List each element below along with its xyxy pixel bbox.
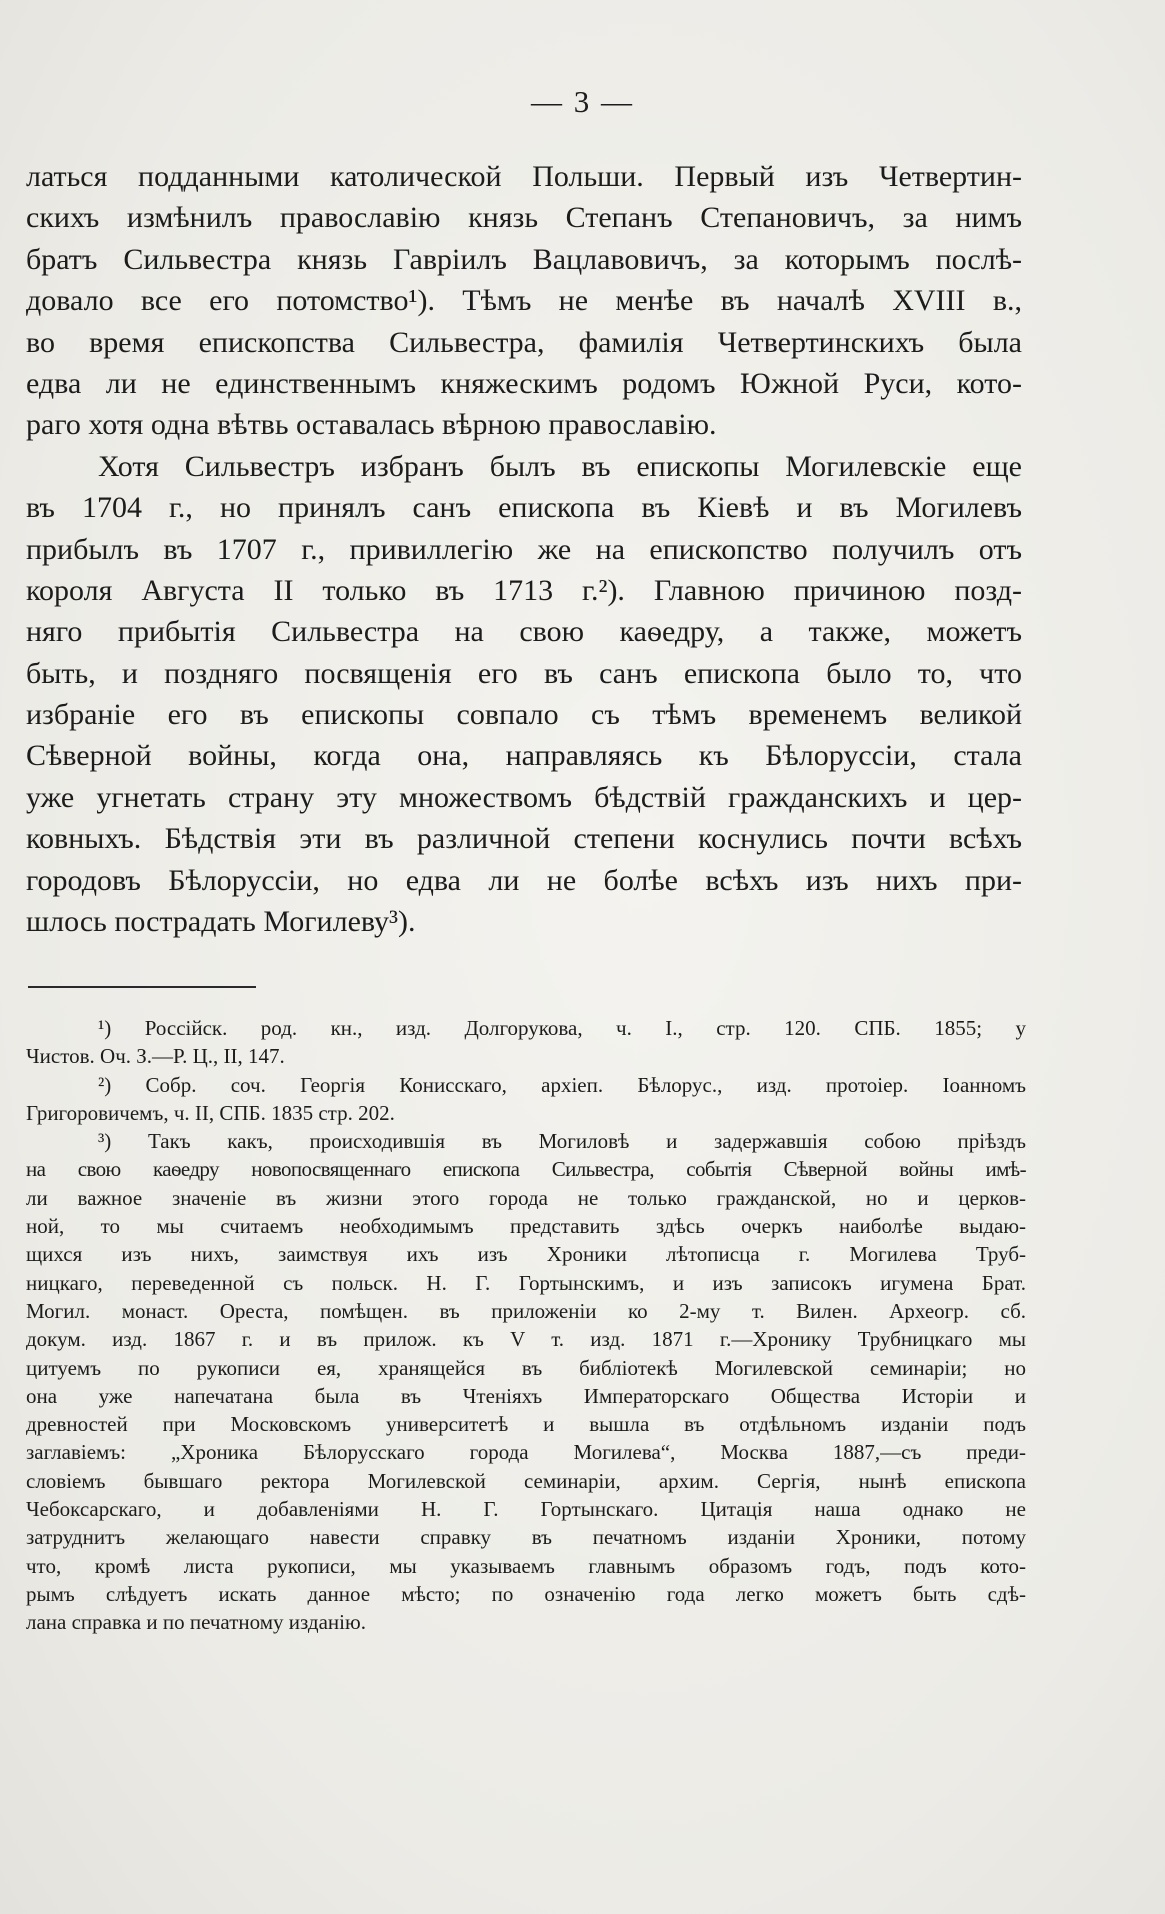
footnote-divider <box>28 986 256 988</box>
main-text-line: няго прибытія Сильвестра на свою каѳедру, а также, можетъ <box>26 615 1022 649</box>
main-text-line: прибылъ въ 1707 г., привиллегію же на епископство получилъ отъ <box>26 532 1022 566</box>
footnote-line: древностей при Московскомъ университетѣ и вышла въ отдѣльномъ изданіи подъ <box>26 1412 1026 1437</box>
main-text-line: въ 1704 г., но принялъ санъ епископа въ Кіевѣ и въ Могилевъ <box>26 491 1022 525</box>
main-text-line: городовъ Бѣлоруссіи, но едва ли не болѣе всѣхъ изъ нихъ при- <box>26 863 1022 897</box>
main-text-line: Сѣверной войны, когда она, направляясь къ Бѣлоруссіи, стала <box>26 739 1022 773</box>
footnote-line: Чистов. Оч. З.—Р. Ц., II, 147. <box>26 1044 285 1069</box>
footnote-line: Чебоксарскаго, и добавленіями Н. Г. Гортынскаго. Цитація наша однако не <box>26 1497 1026 1522</box>
main-text-line: быть, и поздняго посвященія его въ санъ епископа было то, что <box>26 656 1022 690</box>
page-number: — 3 — <box>531 84 634 119</box>
main-text-line: едва ли не единственнымъ княжескимъ родомъ Южной Руси, кото- <box>26 366 1022 400</box>
footnote-line: словіемъ бывшаго ректора Могилевской семинаріи, архим. Сергія, нынѣ епископа <box>26 1468 1026 1493</box>
footnote-line: Могил. монаст. Ореста, помѣщен. въ приложеніи ко 2-му т. Вилен. Археогр. сб. <box>26 1298 1026 1323</box>
main-text-line: уже угнетать страну эту множествомъ бѣдствій гражданскихъ и цер- <box>26 780 1022 814</box>
main-text-line: довало все его потомство¹). Тѣмъ не менѣе въ началѣ XVIII в., <box>26 284 1022 318</box>
footnote-line: что, кромѣ листа рукописи, мы указываемъ главнымъ образомъ годъ, подъ кото- <box>26 1553 1026 1578</box>
footnote-line: заглавіемъ: „Хроника Бѣлорусскаго города Могилева“, Москва 1887,—съ преди- <box>26 1440 1026 1465</box>
main-text-line: ковныхъ. Бѣдствія эти въ различной степени коснулись почти всѣхъ <box>26 822 1022 856</box>
footnote-line: лана справка и по печатному изданію. <box>26 1610 366 1635</box>
footnote-line: ²) Собр. соч. Георгія Конисскаго, архіеп. Бѣлорус., изд. протоіер. Іоанномъ <box>98 1072 1026 1097</box>
main-text-line: шлось пострадать Могилеву³). <box>26 905 416 939</box>
main-text-line: скихъ измѣнилъ православію князь Степанъ Степановичъ, за нимъ <box>26 201 1022 235</box>
footnote-line: ницкаго, переведенной съ польск. Н. Г. Гортынскимъ, и изъ записокъ игумена Брат. <box>26 1270 1026 1295</box>
main-text-line: латься подданными католической Польши. Первый изъ Четвертин- <box>26 160 1022 193</box>
footnote-line: ли важное значеніе въ жизни этого города не только гражданской, но и церков- <box>26 1185 1026 1210</box>
footnote-line: на свою каѳедру новопосвященнаго епископа Сильвестра, событія Сѣверной войны имѣ- <box>26 1157 1026 1182</box>
footnote-line: цитуемъ по рукописи ея, хранящейся въ библіотекѣ Могилевской семинаріи; но <box>26 1355 1026 1380</box>
footnote-line: ¹) Россійск. род. кн., изд. Долгорукова, ч. I., стр. 120. СПБ. 1855; у <box>98 1016 1026 1040</box>
footnote-line: ³) Такъ какъ, происходившія въ Могиловѣ и задержавшія собою пріѣздъ <box>98 1129 1026 1154</box>
footnotes <box>26 1014 1026 1637</box>
footnote-line: докум. изд. 1867 г. и въ прилож. къ V т. изд. 1871 г.—Хронику Трубницкаго мы <box>26 1327 1026 1352</box>
main-text-line: раго хотя одна вѣтвь оставалась вѣрною православію. <box>26 408 717 442</box>
main-text-line: короля Августа II только въ 1713 г.²). Главною причиною позд- <box>26 573 1022 607</box>
main-text-line: братъ Сильвестра князь Гавріилъ Вацлавовичъ, за которымъ послѣ- <box>26 242 1022 276</box>
main-text <box>26 156 1022 942</box>
main-text-line: во время епископства Сильвестра, фамилія Четвертинскихъ была <box>26 325 1022 359</box>
footnote-line: затруднитъ желающаго навести справку въ печатномъ изданіи Хроники, потому <box>26 1525 1026 1550</box>
footnote-line: Григоровичемъ, ч. II, СПБ. 1835 стр. 202. <box>26 1100 395 1125</box>
footnote-line: рымъ слѣдуетъ искать данное мѣсто; по означенію года легко можетъ быть сдѣ- <box>26 1581 1026 1606</box>
footnote-line: она уже напечатана была въ Чтеніяхъ Императорскаго Общества Исторіи и <box>26 1383 1026 1408</box>
main-text-line: Хотя Сильвестръ избранъ былъ въ епископы Могилевскіе еще <box>98 449 1022 483</box>
footnote-line: щихся изъ нихъ, заимствуя ихъ изъ Хроники лѣтописца г. Могилева Труб- <box>26 1242 1026 1267</box>
main-text-line: избраніе его въ епископы совпало съ тѣмъ временемъ великой <box>26 698 1022 732</box>
footnote-line: ной, то мы считаемъ необходимымъ представить здѣсь очеркъ наиболѣе выдаю- <box>26 1214 1026 1239</box>
